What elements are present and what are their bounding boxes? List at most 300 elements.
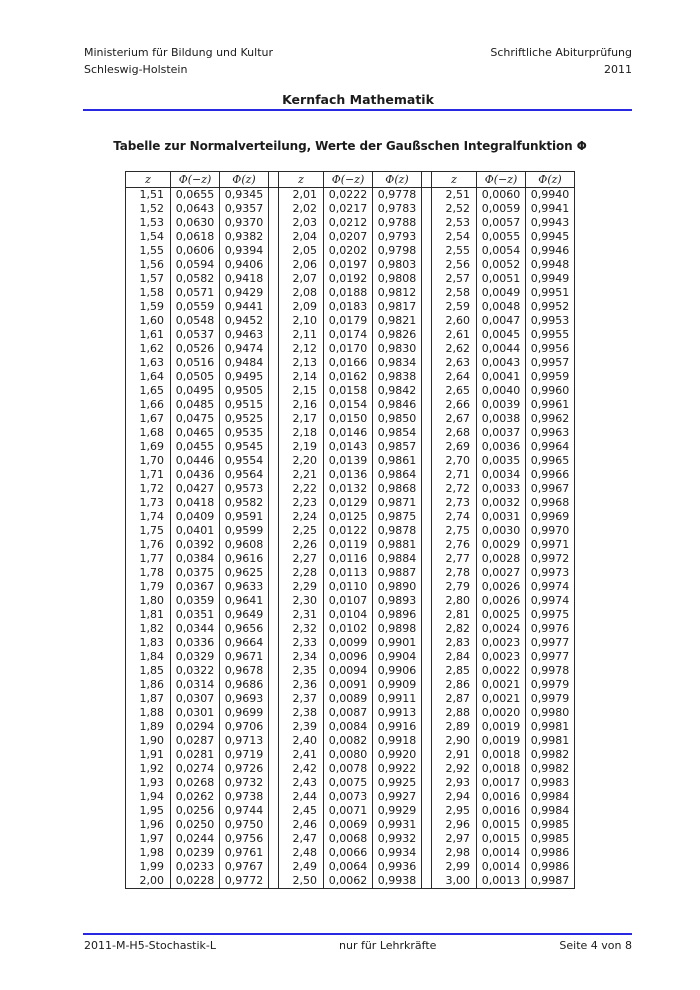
spacer-cell (422, 790, 432, 804)
phi-neg-value: 0,0094 (324, 664, 373, 678)
spacer-cell (269, 188, 279, 203)
phi-neg-value: 0,0274 (171, 762, 220, 776)
z-value: 1,90 (126, 734, 171, 748)
phi-neg-value: 0,0475 (171, 412, 220, 426)
spacer-cell (269, 342, 279, 356)
spacer-cell (422, 874, 432, 889)
z-value: 2,06 (279, 258, 324, 272)
spacer-cell (269, 580, 279, 594)
z-value: 2,94 (432, 790, 477, 804)
table-row (126, 720, 575, 734)
phi-value: 0,9918 (373, 734, 422, 748)
spacer-cell (269, 860, 279, 874)
table-row (126, 608, 575, 622)
z-value: 2,52 (432, 202, 477, 216)
table-row (126, 650, 575, 664)
z-value: 2,49 (279, 860, 324, 874)
spacer-cell (269, 874, 279, 889)
phi-neg-value: 0,0026 (477, 594, 526, 608)
phi-value: 0,9761 (220, 846, 269, 860)
spacer-cell (269, 482, 279, 496)
phi-value: 0,9878 (373, 524, 422, 538)
phi-neg-value: 0,0075 (324, 776, 373, 790)
phi-neg-value: 0,0029 (477, 538, 526, 552)
spacer-cell (269, 706, 279, 720)
z-value: 1,82 (126, 622, 171, 636)
z-value: 2,67 (432, 412, 477, 426)
normal-distribution-table (125, 171, 575, 889)
phi-value: 0,9394 (220, 244, 269, 258)
phi-value: 0,9959 (526, 370, 575, 384)
table-row (126, 454, 575, 468)
z-value: 2,73 (432, 496, 477, 510)
z-value: 2,48 (279, 846, 324, 860)
spacer-cell (422, 832, 432, 846)
spacer-cell (269, 846, 279, 860)
spacer-cell (422, 552, 432, 566)
spacer-cell (422, 356, 432, 370)
phi-neg-value: 0,0031 (477, 510, 526, 524)
table-row (126, 202, 575, 216)
phi-neg-value: 0,0375 (171, 566, 220, 580)
phi-neg-value: 0,0537 (171, 328, 220, 342)
phi-value: 0,9830 (373, 342, 422, 356)
phi-value: 0,9686 (220, 678, 269, 692)
phi-neg-value: 0,0143 (324, 440, 373, 454)
institution-block (84, 44, 273, 78)
spacer-cell (269, 552, 279, 566)
table-header-row (126, 172, 575, 188)
phi-header: Φ(z) (220, 172, 269, 188)
phi-value: 0,9857 (373, 440, 422, 454)
phi-neg-value: 0,0322 (171, 664, 220, 678)
phi-neg-value: 0,0384 (171, 552, 220, 566)
table-row (126, 664, 575, 678)
spacer-cell (422, 776, 432, 790)
table-row (126, 286, 575, 300)
phi-value: 0,9357 (220, 202, 269, 216)
z-value: 2,10 (279, 314, 324, 328)
z-value: 2,08 (279, 286, 324, 300)
spacer-cell (422, 300, 432, 314)
z-value: 1,99 (126, 860, 171, 874)
spacer-cell (422, 188, 432, 203)
phi-neg-value: 0,0044 (477, 342, 526, 356)
phi-neg-value: 0,0022 (477, 664, 526, 678)
spacer-cell (422, 650, 432, 664)
table-row (126, 496, 575, 510)
z-value: 2,24 (279, 510, 324, 524)
z-value: 1,61 (126, 328, 171, 342)
phi-neg-value: 0,0036 (477, 440, 526, 454)
z-value: 2,34 (279, 650, 324, 664)
phi-value: 0,9582 (220, 496, 269, 510)
spacer-cell (422, 664, 432, 678)
phi-value: 0,9931 (373, 818, 422, 832)
z-value: 1,64 (126, 370, 171, 384)
spacer-cell (269, 524, 279, 538)
spacer-cell (269, 314, 279, 328)
table-row (126, 790, 575, 804)
table-row (126, 692, 575, 706)
phi-value: 0,9656 (220, 622, 269, 636)
z-value: 2,56 (432, 258, 477, 272)
z-value: 2,32 (279, 622, 324, 636)
phi-value: 0,9963 (526, 426, 575, 440)
phi-value: 0,9756 (220, 832, 269, 846)
spacer-cell (422, 258, 432, 272)
table-container (0, 171, 700, 889)
phi-value: 0,9382 (220, 230, 269, 244)
phi-value: 0,9429 (220, 286, 269, 300)
phi-value: 0,9945 (526, 230, 575, 244)
phi-value: 0,9406 (220, 258, 269, 272)
phi-value: 0,9936 (373, 860, 422, 874)
phi-value: 0,9641 (220, 594, 269, 608)
phi-value: 0,9838 (373, 370, 422, 384)
z-value: 2,16 (279, 398, 324, 412)
phi-value: 0,9986 (526, 846, 575, 860)
institution-line2: Schleswig-Holstein (84, 63, 188, 76)
phi-neg-value: 0,0035 (477, 454, 526, 468)
z-value: 1,76 (126, 538, 171, 552)
z-value: 1,57 (126, 272, 171, 286)
z-value: 1,77 (126, 552, 171, 566)
phi-value: 0,9772 (220, 874, 269, 889)
z-value: 2,84 (432, 650, 477, 664)
phi-neg-value: 0,0329 (171, 650, 220, 664)
spacer-cell (422, 328, 432, 342)
phi-value: 0,9881 (373, 538, 422, 552)
spacer-cell (269, 300, 279, 314)
spacer-cell (422, 468, 432, 482)
phi-value: 0,9846 (373, 398, 422, 412)
table-row (126, 538, 575, 552)
phi-value: 0,9495 (220, 370, 269, 384)
table-row (126, 468, 575, 482)
phi-value: 0,9951 (526, 286, 575, 300)
phi-value: 0,9842 (373, 384, 422, 398)
z-value: 2,19 (279, 440, 324, 454)
z-value: 2,45 (279, 804, 324, 818)
phi-neg-value: 0,0344 (171, 622, 220, 636)
phi-value: 0,9616 (220, 552, 269, 566)
z-value: 2,15 (279, 384, 324, 398)
z-value: 1,70 (126, 454, 171, 468)
phi-neg-value: 0,0049 (477, 286, 526, 300)
table-row (126, 342, 575, 356)
phi-neg-value: 0,0078 (324, 762, 373, 776)
phi-value: 0,9960 (526, 384, 575, 398)
z-value: 1,95 (126, 804, 171, 818)
phi-value: 0,9893 (373, 594, 422, 608)
spacer-cell (422, 748, 432, 762)
spacer-cell (269, 468, 279, 482)
z-value: 2,80 (432, 594, 477, 608)
spacer-cell (269, 412, 279, 426)
spacer-cell (269, 538, 279, 552)
phi-value: 0,9750 (220, 818, 269, 832)
phi-value: 0,9929 (373, 804, 422, 818)
phi-value: 0,9979 (526, 692, 575, 706)
phi-value: 0,9525 (220, 412, 269, 426)
phi-value: 0,9982 (526, 762, 575, 776)
phi-neg-value: 0,0212 (324, 216, 373, 230)
phi-neg-value: 0,0064 (324, 860, 373, 874)
z-value: 2,61 (432, 328, 477, 342)
institution-line1: Ministerium für Bildung und Kultur (84, 46, 273, 59)
spacer-cell (422, 678, 432, 692)
phi-neg-value: 0,0099 (324, 636, 373, 650)
phi-value: 0,9946 (526, 244, 575, 258)
phi-value: 0,9962 (526, 412, 575, 426)
phi-value: 0,9964 (526, 440, 575, 454)
phi-value: 0,9850 (373, 412, 422, 426)
phi-neg-value: 0,0392 (171, 538, 220, 552)
phi-value: 0,9948 (526, 258, 575, 272)
phi-neg-value: 0,0222 (324, 188, 373, 203)
phi-value: 0,9976 (526, 622, 575, 636)
table-row (126, 188, 575, 203)
phi-value: 0,9868 (373, 482, 422, 496)
phi-value: 0,9821 (373, 314, 422, 328)
phi-value: 0,9961 (526, 398, 575, 412)
phi-value: 0,9671 (220, 650, 269, 664)
phi-neg-value: 0,0052 (477, 258, 526, 272)
phi-neg-value: 0,0041 (477, 370, 526, 384)
phi-value: 0,9884 (373, 552, 422, 566)
z-value: 2,59 (432, 300, 477, 314)
z-header: z (279, 172, 324, 188)
table-row (126, 748, 575, 762)
phi-neg-value: 0,0116 (324, 552, 373, 566)
spacer-cell (269, 272, 279, 286)
spacer-cell (422, 384, 432, 398)
phi-value: 0,9732 (220, 776, 269, 790)
phi-neg-value: 0,0030 (477, 524, 526, 538)
phi-neg-value: 0,0154 (324, 398, 373, 412)
spacer-cell (269, 356, 279, 370)
z-value: 1,78 (126, 566, 171, 580)
spacer-cell (269, 426, 279, 440)
phi-neg-value: 0,0192 (324, 272, 373, 286)
phi-value: 0,9744 (220, 804, 269, 818)
phi-value: 0,9545 (220, 440, 269, 454)
spacer-cell (269, 202, 279, 216)
spacer-cell (422, 482, 432, 496)
z-value: 2,78 (432, 566, 477, 580)
table-row (126, 370, 575, 384)
z-value: 2,25 (279, 524, 324, 538)
phi-value: 0,9909 (373, 678, 422, 692)
z-value: 1,80 (126, 594, 171, 608)
table-row (126, 356, 575, 370)
phi-value: 0,9968 (526, 496, 575, 510)
z-value: 2,71 (432, 468, 477, 482)
z-value: 2,93 (432, 776, 477, 790)
phi-neg-value: 0,0089 (324, 692, 373, 706)
spacer-cell (422, 314, 432, 328)
phi-value: 0,9817 (373, 300, 422, 314)
phi-value: 0,9973 (526, 566, 575, 580)
phi-neg-value: 0,0526 (171, 342, 220, 356)
spacer-cell (422, 286, 432, 300)
phi-value: 0,9941 (526, 202, 575, 216)
phi-neg-value: 0,0582 (171, 272, 220, 286)
phi-neg-value: 0,0655 (171, 188, 220, 203)
z-value: 2,66 (432, 398, 477, 412)
phi-neg-value: 0,0606 (171, 244, 220, 258)
z-value: 1,68 (126, 426, 171, 440)
phi-value: 0,9370 (220, 216, 269, 230)
phi-value: 0,9890 (373, 580, 422, 594)
table-row (126, 384, 575, 398)
phi-neg-value: 0,0054 (477, 244, 526, 258)
phi-neg-value: 0,0446 (171, 454, 220, 468)
z-value: 2,60 (432, 314, 477, 328)
phi-neg-value: 0,0062 (324, 874, 373, 889)
phi-value: 0,9970 (526, 524, 575, 538)
phi-value: 0,9767 (220, 860, 269, 874)
z-value: 1,53 (126, 216, 171, 230)
z-value: 1,52 (126, 202, 171, 216)
phi-neg-value: 0,0021 (477, 692, 526, 706)
phi-value: 0,9980 (526, 706, 575, 720)
spacer-cell (422, 172, 432, 188)
spacer-cell (269, 216, 279, 230)
phi-value: 0,9591 (220, 510, 269, 524)
z-value: 2,27 (279, 552, 324, 566)
z-value: 2,47 (279, 832, 324, 846)
z-value: 1,84 (126, 650, 171, 664)
phi-neg-value: 0,0179 (324, 314, 373, 328)
phi-value: 0,9441 (220, 300, 269, 314)
phi-neg-value: 0,0132 (324, 482, 373, 496)
phi-neg-value: 0,0162 (324, 370, 373, 384)
phi-value: 0,9505 (220, 384, 269, 398)
z-value: 1,58 (126, 286, 171, 300)
phi-value: 0,9911 (373, 692, 422, 706)
z-value: 2,95 (432, 804, 477, 818)
phi-neg-value: 0,0188 (324, 286, 373, 300)
phi-value: 0,9934 (373, 846, 422, 860)
exam-year (490, 61, 632, 78)
z-value: 2,17 (279, 412, 324, 426)
subject-heading: Kernfach Mathematik (282, 92, 434, 107)
phi-value: 0,9463 (220, 328, 269, 342)
spacer-cell (422, 216, 432, 230)
phi-value: 0,9649 (220, 608, 269, 622)
spacer-cell (422, 706, 432, 720)
phi-neg-value: 0,0082 (324, 734, 373, 748)
table-row (126, 412, 575, 426)
phi-value: 0,9952 (526, 300, 575, 314)
document-footer (84, 939, 632, 952)
spacer-cell (422, 692, 432, 706)
phi-value: 0,9887 (373, 566, 422, 580)
z-value: 2,98 (432, 846, 477, 860)
z-value: 2,01 (279, 188, 324, 203)
phi-value: 0,9418 (220, 272, 269, 286)
z-value: 1,54 (126, 230, 171, 244)
table-row (126, 804, 575, 818)
z-value: 1,59 (126, 300, 171, 314)
table-row (126, 552, 575, 566)
phi-neg-value: 0,0367 (171, 580, 220, 594)
phi-neg-value: 0,0594 (171, 258, 220, 272)
phi-value: 0,9955 (526, 328, 575, 342)
phi-neg-value: 0,0043 (477, 356, 526, 370)
phi-value: 0,9515 (220, 398, 269, 412)
z-value: 2,14 (279, 370, 324, 384)
table-row (126, 216, 575, 230)
phi-neg-value: 0,0571 (171, 286, 220, 300)
spacer-cell (269, 748, 279, 762)
table-row (126, 426, 575, 440)
phi-value: 0,9608 (220, 538, 269, 552)
phi-value: 0,9981 (526, 734, 575, 748)
phi-neg-value: 0,0139 (324, 454, 373, 468)
phi-value: 0,9864 (373, 468, 422, 482)
spacer-cell (422, 846, 432, 860)
footer-rule (83, 933, 632, 935)
phi-neg-value: 0,0028 (477, 552, 526, 566)
phi-neg-value: 0,0017 (477, 776, 526, 790)
phi-neg-value: 0,0107 (324, 594, 373, 608)
table-row (126, 818, 575, 832)
phi-neg-value: 0,0033 (477, 482, 526, 496)
spacer-cell (422, 440, 432, 454)
z-value: 2,29 (279, 580, 324, 594)
phi-value: 0,9986 (526, 860, 575, 874)
z-value: 2,20 (279, 454, 324, 468)
z-value: 2,96 (432, 818, 477, 832)
z-value: 1,55 (126, 244, 171, 258)
z-value: 1,86 (126, 678, 171, 692)
phi-neg-value: 0,0307 (171, 692, 220, 706)
spacer-cell (269, 804, 279, 818)
footer-document-id: 2011-M-H5-Stochastik-L (84, 939, 217, 952)
phi-value: 0,9633 (220, 580, 269, 594)
phi-neg-value: 0,0146 (324, 426, 373, 440)
z-value: 2,62 (432, 342, 477, 356)
phi-neg-header: Φ(−z) (477, 172, 526, 188)
header-rule (83, 109, 632, 111)
phi-value: 0,9554 (220, 454, 269, 468)
phi-value: 0,9978 (526, 664, 575, 678)
table-row (126, 230, 575, 244)
z-value: 1,66 (126, 398, 171, 412)
phi-neg-value: 0,0110 (324, 580, 373, 594)
z-value: 1,72 (126, 482, 171, 496)
phi-value: 0,9925 (373, 776, 422, 790)
spacer-cell (422, 594, 432, 608)
spacer-cell (269, 454, 279, 468)
spacer-cell (269, 384, 279, 398)
phi-neg-value: 0,0183 (324, 300, 373, 314)
table-row (126, 860, 575, 874)
phi-value: 0,9983 (526, 776, 575, 790)
z-value: 1,74 (126, 510, 171, 524)
phi-neg-value: 0,0287 (171, 734, 220, 748)
table-row (126, 580, 575, 594)
phi-neg-value: 0,0618 (171, 230, 220, 244)
spacer-cell (422, 370, 432, 384)
z-value: 2,89 (432, 720, 477, 734)
table-row (126, 300, 575, 314)
spacer-cell (422, 860, 432, 874)
z-value: 2,87 (432, 692, 477, 706)
